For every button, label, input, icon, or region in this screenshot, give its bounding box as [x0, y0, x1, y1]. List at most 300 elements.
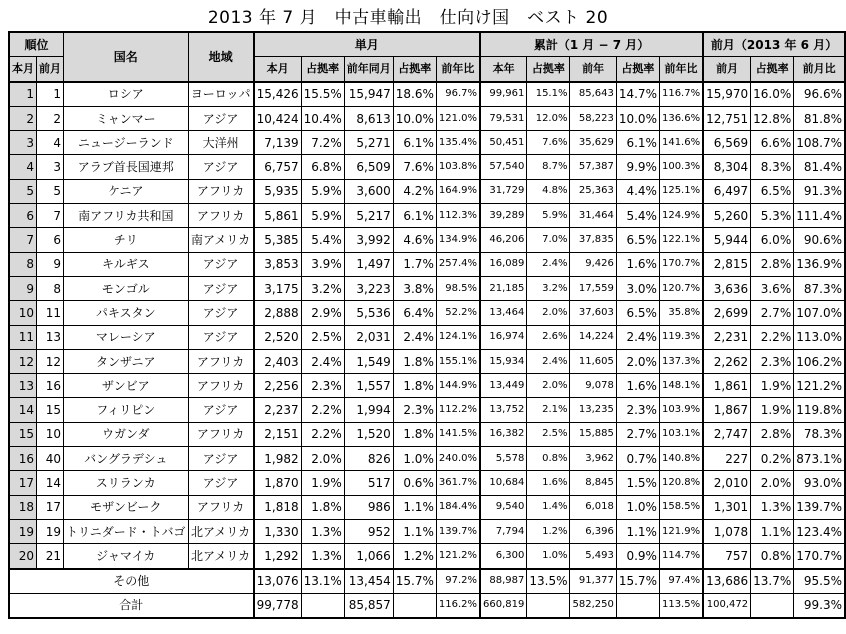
rank-cell: 1	[9, 82, 37, 107]
header-cumulative-last-year: 前年	[570, 57, 616, 82]
others-cumulative-last-year: 91,377	[570, 569, 616, 594]
region-cell: アジア	[188, 155, 254, 179]
header-monthly: 単月	[254, 32, 480, 57]
prev-month-cell: 1,867	[703, 398, 751, 422]
country-cell: ロシア	[64, 82, 189, 107]
cumulative-yoy-cell: 120.8%	[659, 471, 703, 495]
monthly-share-cell: 7.2%	[301, 131, 344, 155]
cumulative-yoy-cell: 124.9%	[659, 204, 703, 228]
others-row	[9, 569, 845, 594]
cumulative-last-year-cell: 14,224	[570, 325, 616, 349]
header-prev-month-share: 占拠率	[751, 57, 794, 82]
others-prev-month-share: 13.7%	[751, 569, 794, 594]
cumulative-yoy-cell: 140.8%	[659, 447, 703, 471]
monthly-cell: 1,870	[254, 471, 302, 495]
page-title: 2013 年 7 月 中古車輸出 仕向け国 ベスト 20	[207, 8, 609, 28]
monthly-cell: 2,520	[254, 325, 302, 349]
monthly-cell: 7,139	[254, 131, 302, 155]
prev-month-cell: 15,970	[703, 82, 751, 107]
cumulative-yoy-cell: 158.5%	[659, 495, 703, 519]
prev-month-share-cell: 6.6%	[751, 131, 794, 155]
monthly-share-cell: 5.9%	[301, 204, 344, 228]
cumulative-yoy-cell: 137.3%	[659, 349, 703, 373]
country-cell: 南アフリカ共和国	[64, 204, 189, 228]
others-label: その他	[9, 569, 254, 594]
cumulative-share-cell: 0.8%	[527, 447, 570, 471]
last-year-share-cell: 1.1%	[393, 519, 436, 543]
cumulative-last-year-cell: 31,464	[570, 204, 616, 228]
cumulative-last-year-cell: 13,235	[570, 398, 616, 422]
last-year-cell: 6,509	[344, 155, 393, 179]
monthly-share-cell: 1.8%	[301, 495, 344, 519]
prev-month-ratio-cell: 91.3%	[794, 179, 845, 203]
cumulative-yoy-cell: 35.8%	[659, 301, 703, 325]
region-cell: 北アメリカ	[188, 544, 254, 569]
last-year-share-cell: 0.6%	[393, 471, 436, 495]
total-last-year-share	[393, 593, 436, 618]
monthly-cell: 3,853	[254, 252, 302, 276]
cumulative-last-year-share-cell: 1.0%	[616, 495, 659, 519]
prev-month-ratio-cell: 106.2%	[794, 349, 845, 373]
cumulative-last-year-cell: 9,426	[570, 252, 616, 276]
yoy-cell: 184.4%	[436, 495, 480, 519]
prev-month-share-cell: 2.8%	[751, 252, 794, 276]
rank-cell: 6	[9, 204, 37, 228]
cumulative-share-cell: 2.0%	[527, 301, 570, 325]
monthly-cell: 1,292	[254, 544, 302, 569]
cumulative-share-cell: 2.5%	[527, 422, 570, 446]
last-year-cell: 2,031	[344, 325, 393, 349]
table-row	[9, 495, 845, 519]
ranking-table-wrap	[8, 31, 846, 619]
yoy-cell: 121.2%	[436, 544, 480, 569]
cumulative-share-cell: 2.4%	[527, 252, 570, 276]
last-year-share-cell: 3.8%	[393, 276, 436, 300]
prev-month-cell: 6,497	[703, 179, 751, 203]
prev-month-share-cell: 12.8%	[751, 106, 794, 130]
cumulative-cell: 15,934	[480, 349, 527, 373]
monthly-share-cell: 2.0%	[301, 447, 344, 471]
monthly-share-cell: 2.9%	[301, 301, 344, 325]
prev-month-ratio-cell: 111.4%	[794, 204, 845, 228]
monthly-cell: 1,982	[254, 447, 302, 471]
country-cell: ニュージーランド	[64, 131, 189, 155]
cumulative-yoy-cell: 122.1%	[659, 228, 703, 252]
cumulative-last-year-share-cell: 4.4%	[616, 179, 659, 203]
yoy-cell: 164.9%	[436, 179, 480, 203]
previous-rank-cell: 7	[37, 204, 64, 228]
previous-rank-cell: 5	[37, 179, 64, 203]
prev-month-cell: 757	[703, 544, 751, 569]
cumulative-last-year-share-cell: 10.0%	[616, 106, 659, 130]
monthly-cell: 2,888	[254, 301, 302, 325]
cumulative-cell: 79,531	[480, 106, 527, 130]
cumulative-last-year-cell: 17,559	[570, 276, 616, 300]
table-row	[9, 349, 845, 373]
cumulative-last-year-cell: 25,363	[570, 179, 616, 203]
prev-month-share-cell: 2.2%	[751, 325, 794, 349]
prev-month-share-cell: 2.7%	[751, 301, 794, 325]
monthly-cell: 5,861	[254, 204, 302, 228]
rank-cell: 12	[9, 349, 37, 373]
region-cell: アジア	[188, 252, 254, 276]
header-prev-month: 前月（2013 年 6 月）	[703, 32, 845, 57]
cumulative-last-year-share-cell: 2.4%	[616, 325, 659, 349]
last-year-cell: 1,557	[344, 374, 393, 398]
rank-cell: 14	[9, 398, 37, 422]
cumulative-cell: 16,089	[480, 252, 527, 276]
cumulative-cell: 57,540	[480, 155, 527, 179]
cumulative-last-year-share-cell: 9.9%	[616, 155, 659, 179]
yoy-cell: 103.8%	[436, 155, 480, 179]
prev-month-cell: 5,260	[703, 204, 751, 228]
prev-month-ratio-cell: 78.3%	[794, 422, 845, 446]
monthly-share-cell: 3.9%	[301, 252, 344, 276]
yoy-cell: 124.1%	[436, 325, 480, 349]
country-cell: モザンビーク	[64, 495, 189, 519]
yoy-cell: 52.2%	[436, 301, 480, 325]
total-cumulative-last-year: 582,250	[570, 593, 616, 618]
monthly-cell: 1,330	[254, 519, 302, 543]
others-prev-month-ratio: 95.5%	[794, 569, 845, 594]
table-row	[9, 252, 845, 276]
last-year-share-cell: 18.6%	[393, 82, 436, 107]
prev-month-share-cell: 2.8%	[751, 422, 794, 446]
monthly-share-cell: 2.3%	[301, 374, 344, 398]
region-cell: アフリカ	[188, 495, 254, 519]
prev-month-ratio-cell: 873.1%	[794, 447, 845, 471]
table-row	[9, 131, 845, 155]
monthly-share-cell: 2.5%	[301, 325, 344, 349]
last-year-share-cell: 1.8%	[393, 374, 436, 398]
prev-month-ratio-cell: 87.3%	[794, 276, 845, 300]
yoy-cell: 141.5%	[436, 422, 480, 446]
prev-month-ratio-cell: 136.9%	[794, 252, 845, 276]
table-row	[9, 325, 845, 349]
cumulative-cell: 16,382	[480, 422, 527, 446]
cumulative-share-cell: 15.1%	[527, 82, 570, 107]
cumulative-last-year-share-cell: 6.5%	[616, 228, 659, 252]
cumulative-cell: 6,300	[480, 544, 527, 569]
cumulative-share-cell: 1.6%	[527, 471, 570, 495]
cumulative-cell: 9,540	[480, 495, 527, 519]
cumulative-share-cell: 1.2%	[527, 519, 570, 543]
cumulative-yoy-cell: 103.9%	[659, 398, 703, 422]
table-row	[9, 179, 845, 203]
region-cell: アジア	[188, 447, 254, 471]
prev-month-cell: 2,262	[703, 349, 751, 373]
cumulative-last-year-cell: 11,605	[570, 349, 616, 373]
cumulative-share-cell: 2.0%	[527, 374, 570, 398]
rank-cell: 17	[9, 471, 37, 495]
country-cell: マレーシア	[64, 325, 189, 349]
prev-month-cell: 227	[703, 447, 751, 471]
header-prev-month-value: 前月	[703, 57, 751, 82]
last-year-share-cell: 1.2%	[393, 544, 436, 569]
cumulative-last-year-share-cell: 0.9%	[616, 544, 659, 569]
cumulative-last-year-share-cell: 2.7%	[616, 422, 659, 446]
table-body	[9, 82, 845, 569]
table-row	[9, 447, 845, 471]
header-cumulative-this-year: 本年	[480, 57, 527, 82]
yoy-cell: 112.3%	[436, 204, 480, 228]
prev-month-ratio-cell: 119.8%	[794, 398, 845, 422]
last-year-share-cell: 6.4%	[393, 301, 436, 325]
region-cell: 南アメリカ	[188, 228, 254, 252]
cumulative-cell: 13,449	[480, 374, 527, 398]
cumulative-cell: 7,794	[480, 519, 527, 543]
rank-cell: 8	[9, 252, 37, 276]
previous-rank-cell: 13	[37, 325, 64, 349]
previous-rank-cell: 19	[37, 519, 64, 543]
previous-rank-cell: 6	[37, 228, 64, 252]
region-cell: アジア	[188, 301, 254, 325]
cumulative-share-cell: 4.8%	[527, 179, 570, 203]
monthly-cell: 5,935	[254, 179, 302, 203]
last-year-cell: 3,223	[344, 276, 393, 300]
region-cell: アフリカ	[188, 349, 254, 373]
others-cumulative-share: 13.5%	[527, 569, 570, 594]
yoy-cell: 135.4%	[436, 131, 480, 155]
country-cell: ザンビア	[64, 374, 189, 398]
previous-rank-cell: 40	[37, 447, 64, 471]
prev-month-ratio-cell: 108.7%	[794, 131, 845, 155]
table-row	[9, 155, 845, 179]
cumulative-last-year-cell: 5,493	[570, 544, 616, 569]
last-year-share-cell: 4.6%	[393, 228, 436, 252]
previous-rank-cell: 2	[37, 106, 64, 130]
last-year-share-cell: 6.1%	[393, 204, 436, 228]
cumulative-last-year-share-cell: 2.3%	[616, 398, 659, 422]
rank-cell: 19	[9, 519, 37, 543]
table-row	[9, 471, 845, 495]
last-year-share-cell: 7.6%	[393, 155, 436, 179]
total-label: 合計	[9, 593, 254, 618]
prev-month-share-cell: 6.5%	[751, 179, 794, 203]
prev-month-cell: 2,010	[703, 471, 751, 495]
total-last-year: 85,857	[344, 593, 393, 618]
total-prev-month-ratio: 99.3%	[794, 593, 845, 618]
prev-month-share-cell: 0.8%	[751, 544, 794, 569]
last-year-share-cell: 1.8%	[393, 422, 436, 446]
header-monthly-yoy: 前年比	[436, 57, 480, 82]
table-row	[9, 519, 845, 543]
header-cumulative-share: 占拠率	[527, 57, 570, 82]
last-year-cell: 952	[344, 519, 393, 543]
monthly-cell: 5,385	[254, 228, 302, 252]
cumulative-last-year-cell: 15,885	[570, 422, 616, 446]
rank-cell: 9	[9, 276, 37, 300]
cumulative-cell: 31,729	[480, 179, 527, 203]
country-cell: モンゴル	[64, 276, 189, 300]
country-cell: キルギス	[64, 252, 189, 276]
last-year-cell: 1,994	[344, 398, 393, 422]
cumulative-last-year-cell: 85,643	[570, 82, 616, 107]
prev-month-ratio-cell: 123.4%	[794, 519, 845, 543]
monthly-share-cell: 1.3%	[301, 519, 344, 543]
cumulative-share-cell: 12.0%	[527, 106, 570, 130]
header-prev-month-ratio: 前月比	[794, 57, 845, 82]
cumulative-cell: 50,451	[480, 131, 527, 155]
cumulative-share-cell: 2.6%	[527, 325, 570, 349]
monthly-cell: 3,175	[254, 276, 302, 300]
previous-rank-cell: 8	[37, 276, 64, 300]
last-year-share-cell: 1.0%	[393, 447, 436, 471]
cumulative-yoy-cell: 125.1%	[659, 179, 703, 203]
rank-cell: 7	[9, 228, 37, 252]
cumulative-share-cell: 2.1%	[527, 398, 570, 422]
table-row	[9, 228, 845, 252]
monthly-share-cell: 10.4%	[301, 106, 344, 130]
monthly-cell: 6,757	[254, 155, 302, 179]
cumulative-yoy-cell: 121.9%	[659, 519, 703, 543]
monthly-share-cell: 2.2%	[301, 398, 344, 422]
cumulative-last-year-share-cell: 14.7%	[616, 82, 659, 107]
total-cumulative: 660,819	[480, 593, 527, 618]
monthly-share-cell: 3.2%	[301, 276, 344, 300]
rank-cell: 20	[9, 544, 37, 569]
cumulative-last-year-cell: 6,018	[570, 495, 616, 519]
country-cell: スリランカ	[64, 471, 189, 495]
table-row	[9, 82, 845, 107]
rank-cell: 10	[9, 301, 37, 325]
header-monthly-current: 本月	[254, 57, 302, 82]
prev-month-ratio-cell: 121.2%	[794, 374, 845, 398]
others-prev-month: 13,686	[703, 569, 751, 594]
table-row	[9, 204, 845, 228]
header-cumulative-last-year-share: 占拠率	[616, 57, 659, 82]
last-year-cell: 3,992	[344, 228, 393, 252]
last-year-cell: 3,600	[344, 179, 393, 203]
cumulative-yoy-cell: 116.7%	[659, 82, 703, 107]
prev-month-share-cell: 1.1%	[751, 519, 794, 543]
prev-month-cell: 2,231	[703, 325, 751, 349]
previous-rank-cell: 15	[37, 398, 64, 422]
yoy-cell: 240.0%	[436, 447, 480, 471]
last-year-share-cell: 2.3%	[393, 398, 436, 422]
last-year-cell: 1,520	[344, 422, 393, 446]
monthly-share-cell: 6.8%	[301, 155, 344, 179]
previous-rank-cell: 3	[37, 155, 64, 179]
header-rank-previous: 前月	[37, 57, 64, 82]
yoy-cell: 155.1%	[436, 349, 480, 373]
rank-cell: 5	[9, 179, 37, 203]
cumulative-last-year-share-cell: 3.0%	[616, 276, 659, 300]
prev-month-share-cell: 1.9%	[751, 398, 794, 422]
cumulative-last-year-share-cell: 1.6%	[616, 252, 659, 276]
cumulative-share-cell: 7.6%	[527, 131, 570, 155]
cumulative-cell: 5,578	[480, 447, 527, 471]
total-prev-month: 100,472	[703, 593, 751, 618]
country-cell: トリニダード・トバゴ	[64, 519, 189, 543]
header-monthly-last-year: 前年同月	[344, 57, 393, 82]
previous-rank-cell: 4	[37, 131, 64, 155]
header-monthly-share: 占拠率	[301, 57, 344, 82]
table-row	[9, 276, 845, 300]
last-year-cell: 5,536	[344, 301, 393, 325]
monthly-cell: 2,403	[254, 349, 302, 373]
total-cumulative-yoy: 113.5%	[659, 593, 703, 618]
prev-month-cell: 1,301	[703, 495, 751, 519]
prev-month-cell: 3,636	[703, 276, 751, 300]
cumulative-last-year-cell: 8,845	[570, 471, 616, 495]
cumulative-last-year-share-cell: 1.6%	[616, 374, 659, 398]
prev-month-ratio-cell: 107.0%	[794, 301, 845, 325]
country-cell: ケニア	[64, 179, 189, 203]
others-last-year-share: 15.7%	[393, 569, 436, 594]
last-year-cell: 15,947	[344, 82, 393, 107]
cumulative-yoy-cell: 114.7%	[659, 544, 703, 569]
table-row	[9, 422, 845, 446]
prev-month-cell: 5,944	[703, 228, 751, 252]
header-rank-current: 本月	[9, 57, 37, 82]
previous-rank-cell: 1	[37, 82, 64, 107]
yoy-cell: 112.2%	[436, 398, 480, 422]
prev-month-ratio-cell: 81.4%	[794, 155, 845, 179]
monthly-cell: 10,424	[254, 106, 302, 130]
rank-cell: 18	[9, 495, 37, 519]
region-cell: アジア	[188, 398, 254, 422]
others-monthly-share: 13.1%	[301, 569, 344, 594]
cumulative-cell: 13,464	[480, 301, 527, 325]
table-row	[9, 544, 845, 569]
total-prev-month-share	[751, 593, 794, 618]
yoy-cell: 96.7%	[436, 82, 480, 107]
previous-rank-cell: 12	[37, 349, 64, 373]
rank-cell: 13	[9, 374, 37, 398]
region-cell: アフリカ	[188, 204, 254, 228]
others-cumulative: 88,987	[480, 569, 527, 594]
prev-month-share-cell: 1.9%	[751, 374, 794, 398]
prev-month-share-cell: 1.3%	[751, 495, 794, 519]
cumulative-yoy-cell: 141.6%	[659, 131, 703, 155]
monthly-cell: 2,237	[254, 398, 302, 422]
cumulative-share-cell: 2.4%	[527, 349, 570, 373]
cumulative-share-cell: 5.9%	[527, 204, 570, 228]
table-row	[9, 374, 845, 398]
last-year-share-cell: 1.1%	[393, 495, 436, 519]
region-cell: 北アメリカ	[188, 519, 254, 543]
yoy-cell: 121.0%	[436, 106, 480, 130]
monthly-share-cell: 5.9%	[301, 179, 344, 203]
previous-rank-cell: 14	[37, 471, 64, 495]
country-cell: アラブ首長国連邦	[64, 155, 189, 179]
prev-month-ratio-cell: 93.0%	[794, 471, 845, 495]
monthly-share-cell: 1.9%	[301, 471, 344, 495]
total-yoy: 116.2%	[436, 593, 480, 618]
prev-month-cell: 6,569	[703, 131, 751, 155]
others-yoy: 97.2%	[436, 569, 480, 594]
monthly-share-cell: 15.5%	[301, 82, 344, 107]
country-cell: バングラデシュ	[64, 447, 189, 471]
cumulative-share-cell: 8.7%	[527, 155, 570, 179]
monthly-cell: 15,426	[254, 82, 302, 107]
prev-month-share-cell: 2.3%	[751, 349, 794, 373]
header-cumulative-yoy: 前年比	[659, 57, 703, 82]
others-cumulative-yoy: 97.4%	[659, 569, 703, 594]
prev-month-cell: 12,751	[703, 106, 751, 130]
rank-cell: 2	[9, 106, 37, 130]
region-cell: アフリカ	[188, 179, 254, 203]
prev-month-share-cell: 3.6%	[751, 276, 794, 300]
region-cell: アジア	[188, 325, 254, 349]
prev-month-ratio-cell: 81.8%	[794, 106, 845, 130]
country-cell: ウガンダ	[64, 422, 189, 446]
cumulative-yoy-cell: 148.1%	[659, 374, 703, 398]
cumulative-last-year-cell: 3,962	[570, 447, 616, 471]
last-year-share-cell: 10.0%	[393, 106, 436, 130]
prev-month-ratio-cell: 113.0%	[794, 325, 845, 349]
